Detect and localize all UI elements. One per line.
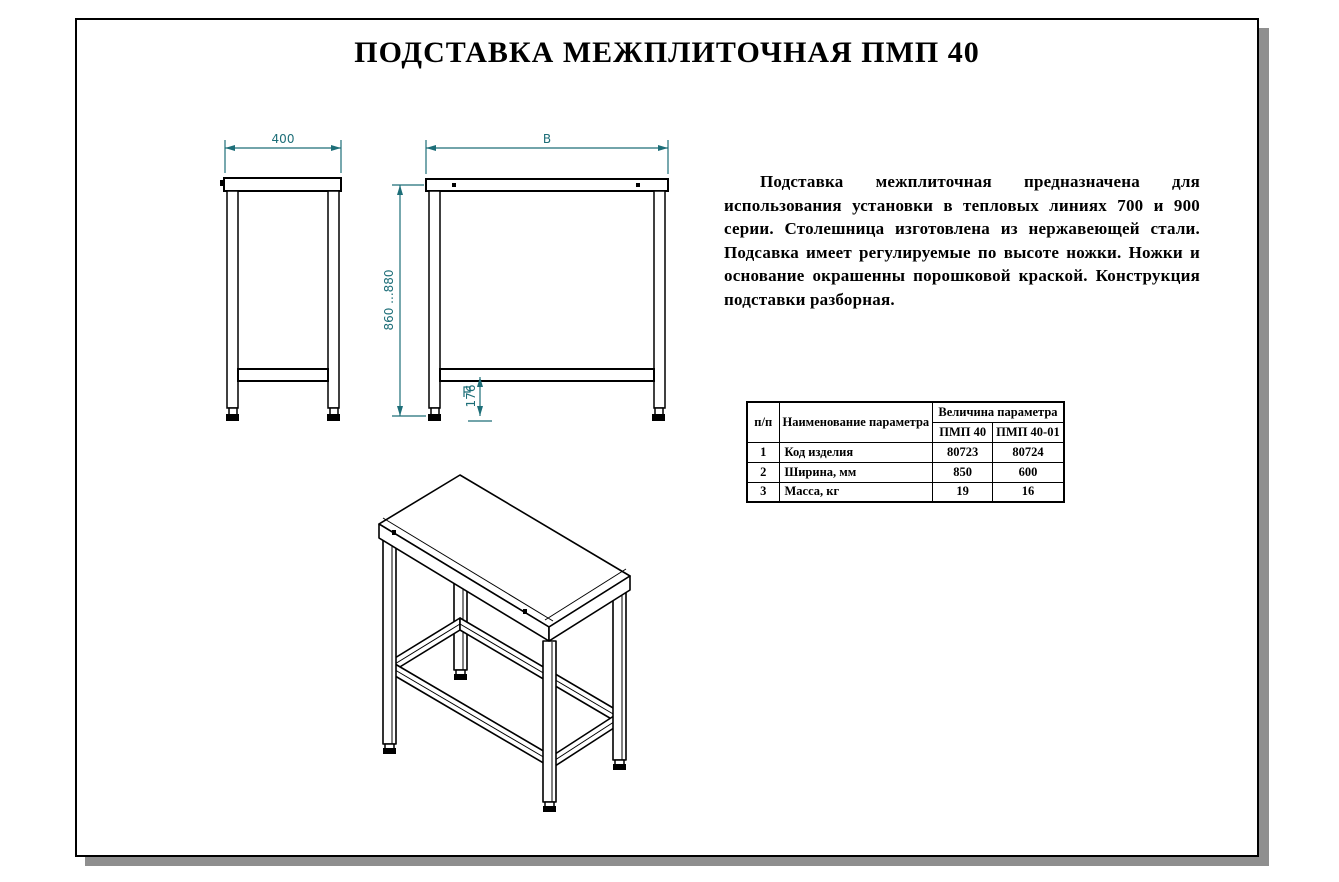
header-pmp40: ПМП 40 — [933, 422, 993, 442]
table-header-row — [747, 402, 1064, 422]
row-num: 1 — [747, 442, 779, 462]
tabletop — [379, 475, 630, 641]
dimension-label-176: 176 — [464, 384, 478, 408]
document-page — [75, 18, 1259, 857]
dimension-B — [426, 132, 668, 174]
row-value-2: 600 — [993, 462, 1064, 482]
dimension-label-B: B — [542, 132, 552, 146]
row-value-2: 16 — [993, 482, 1064, 502]
side-view-latch — [220, 180, 225, 186]
row-param: Масса, кг — [779, 482, 933, 502]
table-row — [747, 462, 1064, 482]
dimension-176 — [464, 377, 492, 421]
row-value-2: 80724 — [993, 442, 1064, 462]
screw-dot — [523, 609, 527, 614]
dimension-height — [382, 185, 426, 416]
side-view — [220, 178, 341, 421]
isometric-view — [379, 475, 630, 812]
row-num: 3 — [747, 482, 779, 502]
table-row — [747, 482, 1064, 502]
technical-drawing — [142, 97, 742, 837]
foot — [383, 748, 396, 754]
foot — [543, 806, 556, 812]
dimension-label-400: 400 — [271, 132, 295, 146]
foot — [454, 674, 467, 680]
header-value-group: Величина параметра — [933, 402, 1064, 422]
screw-dot — [636, 183, 640, 187]
table-row — [747, 442, 1064, 462]
product-description: Подставка межплиточная предназначена для использования установки в тепловых линиях 700 и 900 серии. Столешница изготовлена из нержавеющей стали. Подсавка имеет регулируемые по высоте ножки. Ножки и основание окрашенны порошковой краской. Конструкция подставки разборная. — [724, 172, 1200, 309]
foot — [226, 414, 239, 421]
foot — [428, 414, 441, 421]
dimension-label-height: 860 ...880 — [382, 269, 396, 331]
row-value-1: 19 — [933, 482, 993, 502]
page-title: ПОДСТАВКА МЕЖПЛИТОЧНАЯ ПМП 40 — [354, 36, 980, 69]
parameters-table — [746, 401, 1065, 503]
foot — [613, 764, 626, 770]
row-param: Код изделия — [779, 442, 933, 462]
foot — [652, 414, 665, 421]
row-value-1: 850 — [933, 462, 993, 482]
front-view — [426, 179, 668, 421]
row-value-1: 80723 — [933, 442, 993, 462]
screw-dot — [452, 183, 456, 187]
foot — [327, 414, 340, 421]
screw-dot — [392, 530, 396, 535]
header-num: п/п — [747, 402, 779, 442]
dimension-400 — [225, 132, 341, 173]
row-param: Ширина, мм — [779, 462, 933, 482]
header-param: Наименование параметра — [779, 402, 933, 442]
row-num: 2 — [747, 462, 779, 482]
header-pmp40-01: ПМП 40-01 — [993, 422, 1064, 442]
base-frame — [390, 618, 620, 768]
